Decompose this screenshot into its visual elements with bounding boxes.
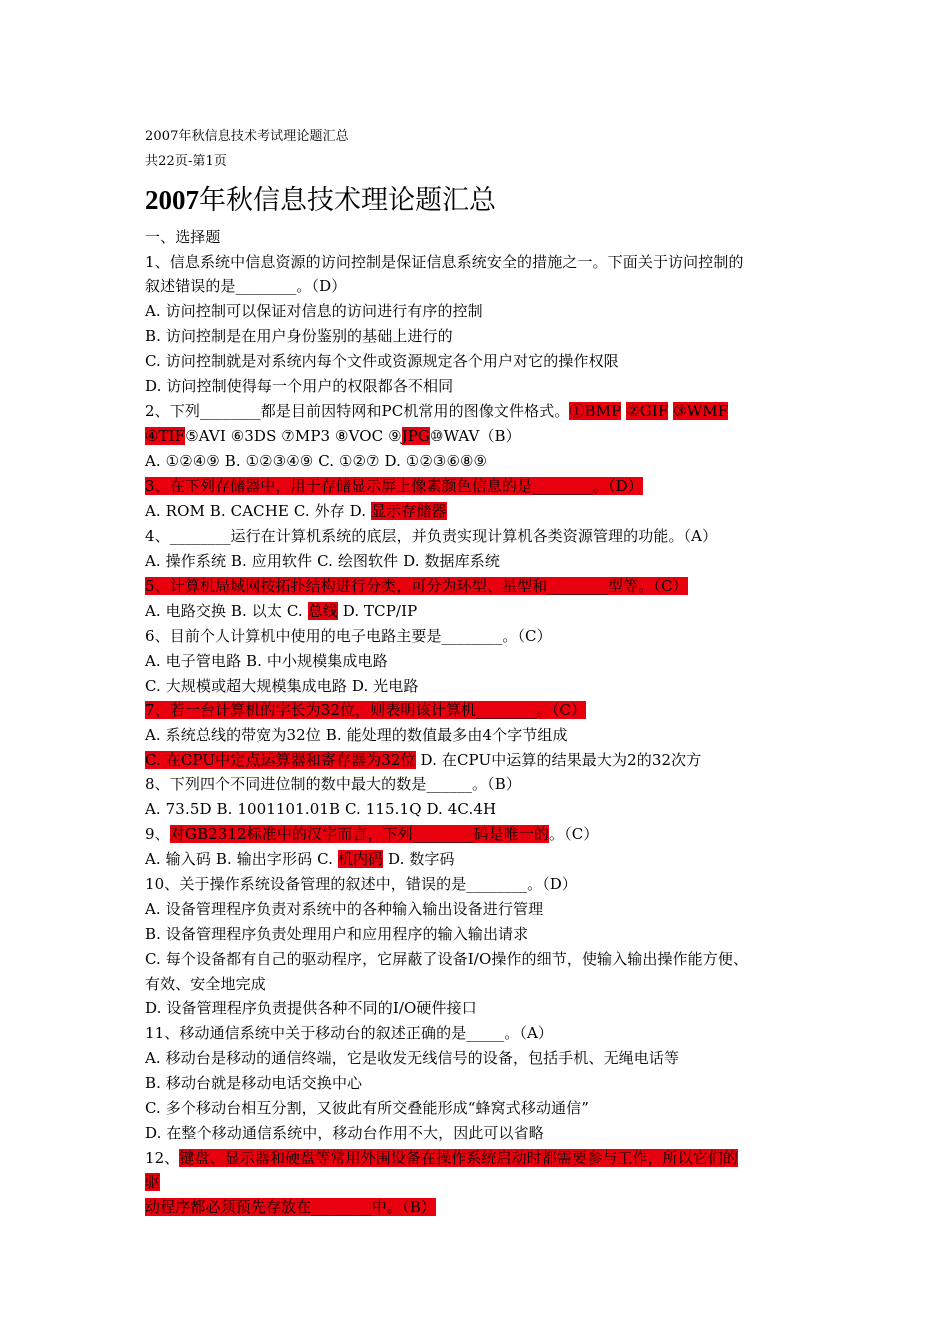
highlight-q5-answer: 总线	[307, 602, 338, 620]
highlight-q7-cpu: CPU	[180, 751, 216, 769]
highlight-q3-stem: 3、在下列存储器中，用于存储显示屏上像素颜色信息的是________。（D）	[145, 477, 643, 495]
question-4-options: A. 操作系统 B. 应用软件 C. 绘图软件 D. 数据库系统	[145, 552, 500, 570]
highlight-gb2312: GB2312	[184, 825, 247, 843]
question-9-options: A. 输入码 B. 输出字形码 C. 机内码 D. 数字码	[145, 850, 455, 868]
question-7-options-cd: C. 在CPU中定点运算器和寄存器为32位 D. 在CPU中运算的结果最大为2的32次方	[145, 751, 702, 769]
question-3-options: A. ROM B. CACHE C. 外存 D. 显示存储器	[145, 502, 447, 520]
title-text: 年秋信息技术理论题汇总	[199, 185, 496, 216]
question-12-stem-line1: 12、键盘、显示器和硬盘等常用外围设备在操作系统启动时都需要参与工作，所以它们的	[145, 1149, 739, 1167]
highlight-tif: ④TIF	[145, 427, 186, 445]
section-heading: 一、选择题	[145, 228, 221, 246]
highlight-jpg: JPG	[401, 427, 431, 445]
doc-page-info: 共22页-第1页	[145, 154, 228, 169]
highlight-q7-32: 32	[320, 701, 341, 719]
question-2-stem-line2: ④TIF⑤AVI ⑥3DS ⑦MP3 ⑧VOC ⑨JPG⑩WAV（B）	[145, 427, 521, 445]
question-10-option-d: D. 设备管理程序负责提供各种不同的I/O硬件接口	[145, 999, 477, 1017]
question-1-option-c: C. 访问控制就是对系统内每个文件或资源规定各个用户对它的操作权限	[145, 352, 619, 370]
question-1-option-a: A. 访问控制可以保证对信息的访问进行有序的控制	[145, 302, 483, 320]
question-8-options: A. 73.5D B. 1001101.01B C. 115.1Q D. 4C.4H	[145, 800, 497, 818]
question-10-option-c-line1: C. 每个设备都有自己的驱动程序，它屏蔽了设备I/O操作的细节，使输入输出操作能方便、	[145, 950, 749, 968]
question-6-options-cd: C. 大规模或超大规模集成电路 D. 光电路	[145, 677, 419, 695]
question-11-option-b: B. 移动台就是移动电话交换中心	[145, 1074, 363, 1092]
question-4-stem: 4、________运行在计算机系统的底层，并负责实现计算机各类资源管理的功能。（A）	[145, 527, 718, 545]
question-12-stem-line2: 驱	[145, 1173, 161, 1191]
question-11-option-a: A. 移动台是移动的通信终端，它是收发无线信号的设备，包括手机、无绳电话等	[145, 1049, 680, 1067]
question-6-stem: 6、目前个人计算机中使用的电子电路主要是________。（C）	[145, 627, 552, 645]
highlight-q9-answer: 机内码	[337, 850, 384, 868]
page-title	[145, 182, 496, 219]
question-8-stem: 8、下列四个不同进位制的数中最大的数是______。（B）	[145, 775, 521, 793]
question-10-option-c-line2: 有效、安全地完成	[145, 975, 266, 993]
question-1-stem-line1: 1、信息系统中信息资源的访问控制是保证信息系统安全的措施之一。下面关于访问控制的	[145, 253, 744, 271]
highlight-bmp: ①BMP	[569, 402, 622, 420]
highlight-gif: ②GIF	[626, 402, 669, 420]
question-11-option-c: C. 多个移动台相互分割，又彼此有所交叠能形成“蜂窝式移动通信”	[145, 1099, 590, 1117]
question-10-option-a: A. 设备管理程序负责对系统中的各种输入输出设备进行管理	[145, 900, 544, 918]
question-2-stem-line1: 2、下列________都是目前因特网和PC机常用的图像文件格式。①BMP ②GIF ③WMF	[145, 402, 729, 420]
question-5-stem	[145, 575, 688, 597]
question-2-options: A. ①②④⑨ B. ①②③④⑨ C. ①②⑦ D. ①②③⑥⑧⑨	[145, 452, 488, 470]
question-10-option-b: B. 设备管理程序负责处理用户和应用程序的输入输出请求	[145, 925, 529, 943]
question-11-stem: 11、移动通信系统中关于移动台的叙述正确的是_____。（A）	[145, 1024, 554, 1042]
question-1-stem-line2: 叙述错误的是________。（D）	[145, 277, 347, 295]
question-1-option-d: D. 访问控制使得每一个用户的权限都各不相同	[145, 377, 454, 395]
question-11-option-d: D. 在整个移动通信系统中，移动台作用不大，因此可以省略	[145, 1124, 544, 1142]
question-12-stem-line3: 动程序都必须预先存放在________中。（B）	[145, 1198, 436, 1216]
question-7-options-ab: A. 系统总线的带宽为32位 B. 能处理的数值最多由4个字节组成	[145, 726, 568, 744]
title-year: 2007	[145, 185, 199, 215]
question-7-stem: 7、若一台计算机的字长为32位，则表明该计算机________。（C）	[145, 701, 587, 719]
question-1-option-b: B. 访问控制是在用户身份鉴别的基础上进行的	[145, 327, 453, 345]
question-10-stem: 10、关于操作系统设备管理的叙述中，错误的是________。（D）	[145, 875, 578, 893]
question-6-options-ab: A. 电子管电路 B. 中小规模集成电路	[145, 652, 388, 670]
highlight-q3-answer: 显示存储器	[371, 502, 447, 520]
highlight-wmf: ③WMF	[673, 402, 729, 420]
question-3-stem	[145, 475, 643, 497]
question-9-stem: 9、对GB2312标准中的汉字而言，下列________码是唯一的。（C）	[145, 825, 599, 843]
highlight-q5-stem: 5、计算机局域网按拓扑结构进行分类，可分为环型、星型和________型等。（C）	[145, 577, 688, 595]
question-5-options: A. 电路交换 B. 以太 C. 总线 D. TCP/IP	[145, 602, 418, 620]
doc-header-title: 2007年秋信息技术考试理论题汇总	[145, 129, 349, 144]
